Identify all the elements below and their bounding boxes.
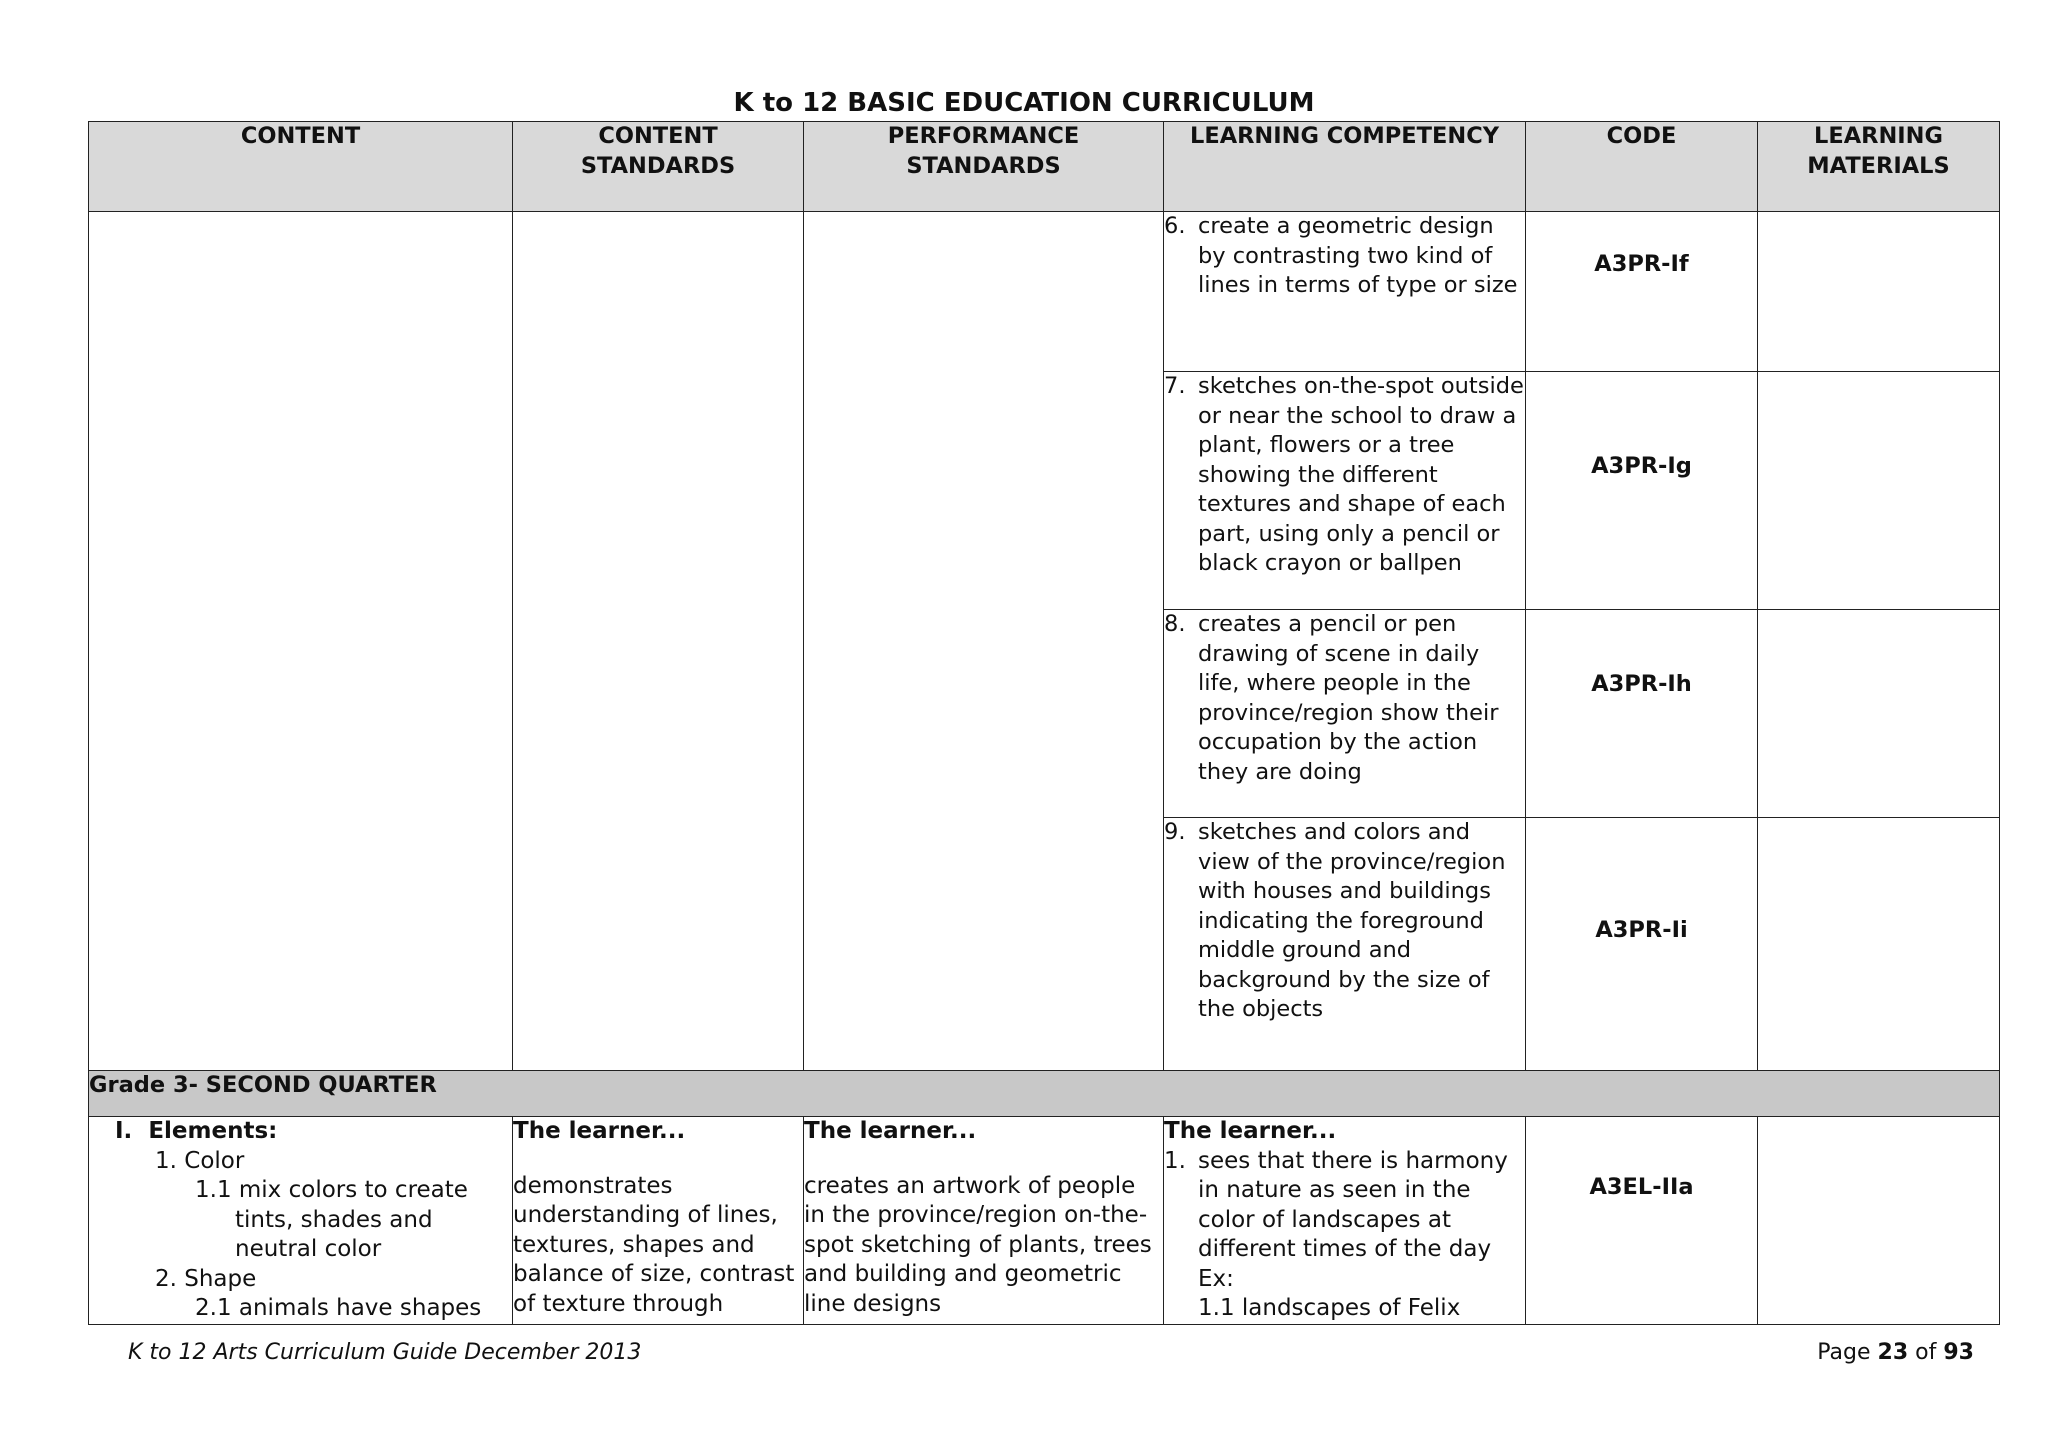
learning-materials-cell (1758, 1117, 2000, 1325)
competency-cell: 9. sketches and colors and view of the province/region with houses and buildings indicating the foreground middle ground and background by the size of the objects (1164, 818, 1526, 1071)
code-cell: A3PR-Ih (1526, 610, 1758, 818)
header-learning-materials: LEARNING MATERIALS (1758, 122, 2000, 212)
learner-lead: The learner... (804, 1118, 977, 1144)
competency-cell: The learner... 1. sees that there is harmony in nature as seen in the color of landscapes at different times of the day Ex: 1.1 landscapes of Felix (1164, 1117, 1526, 1325)
content-item: 1. Color (155, 1147, 245, 1174)
header-learning-competency: LEARNING COMPETENCY (1164, 122, 1526, 212)
content-standards-text: demonstrates understanding of lines, textures, shapes and balance of size, contrast of texture through (513, 1172, 795, 1317)
footer-guide-title: K to 12 Arts Curriculum Guide December 2013 (128, 1340, 642, 1365)
code-cell: A3PR-Ig (1526, 372, 1758, 610)
competency-cell: 6. create a geometric design by contrasting two kind of lines in terms of type or size (1164, 212, 1526, 372)
footer-page-number: Page 23 of 93 (1817, 1340, 1974, 1365)
content-item: 2. Shape (155, 1265, 257, 1292)
content-subitem: 1.1 mix colors to create (195, 1177, 468, 1203)
header-content-standards: CONTENT STANDARDS (513, 122, 804, 212)
header-performance-standards: PERFORMANCE STANDARDS (804, 122, 1164, 212)
example-item: 1.1 landscapes of Felix (1198, 1295, 1461, 1321)
table-row (89, 1117, 2000, 1325)
header-code: CODE (1526, 122, 1758, 212)
learner-lead: The learner... (1164, 1118, 1337, 1144)
example-label: Ex: (1198, 1265, 1234, 1292)
learning-materials-cell (1758, 212, 2000, 372)
content-standards-cell-empty (513, 212, 804, 1071)
curriculum-table (88, 121, 2000, 1325)
content-subitem: 2.1 animals have shapes (195, 1295, 482, 1321)
competency-cell: 8. creates a pencil or pen drawing of scene in daily life, where people in the province/region show their occupation by the action they are doing (1164, 610, 1526, 818)
learning-materials-cell (1758, 610, 2000, 818)
content-cell-empty (89, 212, 513, 1071)
performance-standards-cell-empty (804, 212, 1164, 1071)
section-label: Elements: (148, 1118, 278, 1144)
learning-materials-cell (1758, 372, 2000, 610)
performance-standards-text: creates an artwork of people in the province/region on-the-spot sketching of plants, trees and building and geometric line designs (804, 1172, 1152, 1317)
code-cell: A3EL-IIa (1526, 1117, 1758, 1325)
content-subitem-cont: tints, shades and (235, 1206, 433, 1233)
performance-standards-cell (804, 1117, 1164, 1325)
quarter-heading: Grade 3- SECOND QUARTER (89, 1071, 2000, 1117)
learning-materials-cell (1758, 818, 2000, 1071)
code-cell: A3PR-If (1526, 212, 1758, 372)
document-title: K to 12 BASIC EDUCATION CURRICULUM (733, 88, 1315, 118)
header-content: CONTENT (89, 122, 513, 212)
quarter-heading-row (89, 1071, 2000, 1117)
content-subitem-cont: neutral color (235, 1236, 382, 1262)
table-header-row (89, 122, 2000, 212)
learner-lead: The learner... (513, 1118, 686, 1144)
competency-cell: 7. sketches on-the-spot outside or near the school to draw a plant, flowers or a tree showing the different textures and shape of each part, using only a pencil or black crayon or ballpen (1164, 372, 1526, 610)
content-cell (89, 1117, 513, 1325)
content-standards-cell (513, 1117, 804, 1325)
code-cell: A3PR-Ii (1526, 818, 1758, 1071)
table-row (89, 212, 2000, 372)
section-number: I. (115, 1118, 133, 1144)
